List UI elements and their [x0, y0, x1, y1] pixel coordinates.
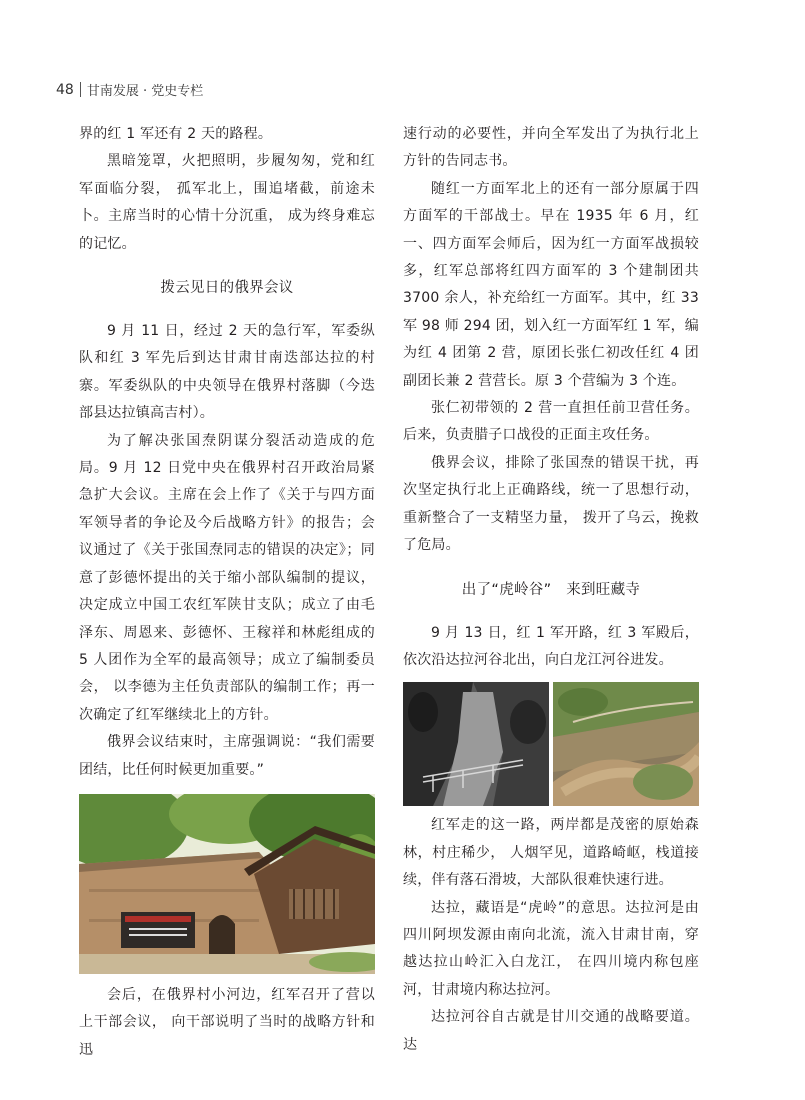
paragraph: 黑暗笼罩，火把照明，步履匆匆，党和红军面临分裂， 孤军北上，围追堵截，前途未卜。主席当时的心情十分沉重， 成为终身难忘的记忆。	[79, 153, 375, 252]
paragraph: 俄界会议，排除了张国焘的错误干扰，再次坚定执行北上正确路线，统一了思想行动，重新整合了一支精坚力量， 拨开了乌云，挽救了危局。	[403, 454, 699, 554]
page-header	[56, 80, 203, 99]
paragraph: 红军走的这一路，两岸都是茂密的原始森林，村庄稀少， 人烟罕见，道路崎岖，栈道接续，伴有落石滑坡，大部队很难快速行进。	[403, 817, 699, 889]
paragraph: 为了解决张国焘阴谋分裂活动造成的危局。9 月 12 日党中央在俄界村召开政治局紧急扩大会议。主席在会上作了《关于与四方面军领导者的争论及今后战略方针》的报告；会议通过了《关于张国焘同志的错误的决定》；同意了彭德怀提出的关于缩小部队编制的提议，决定成立中国工农红军陕甘支队；成立了由毛泽东、周恩来、彭德怀、王稼祥和林彪组成的 5 人团作为全军的最高领导；成立了编制委员会， 以李德为主任负责部队的编制工作；再一次确定了红军继续北上的方针。	[79, 432, 375, 723]
left-column	[79, 121, 375, 1064]
section-heading: 出了“虎岭谷” 来到旺藏寺	[461, 581, 641, 598]
paragraph: 张仁初带领的 2 营一直担任前卫营任务。后来，负责腊子口战役的正面主攻任务。	[403, 400, 699, 444]
section-title: 甘南发展 · 党史专栏	[86, 84, 204, 99]
canyon-photo-bw	[403, 682, 549, 806]
right-column	[403, 121, 699, 1059]
canyon-photo	[403, 682, 699, 806]
paragraph: 达拉河谷自古就是甘川交通的战略要道。达	[403, 1009, 699, 1053]
paragraph: 会后，在俄界村小河边，红军召开了营以上干部会议， 向干部说明了当时的战略方针和迅	[79, 986, 375, 1058]
village-photo	[79, 794, 375, 974]
paragraph: 达拉，藏语是“虎岭”的意思。达拉河是由四川阿坝发源由南向北流，流入甘肃甘南，穿越达拉山岭汇入白龙江， 在四川境内称包座河，甘肃境内称达拉河。	[403, 899, 699, 998]
page-number: 48	[56, 81, 74, 98]
paragraph: 速行动的必要性，并向全军发出了为执行北上方针的告同志书。	[403, 126, 699, 170]
paragraph: 9 月 13 日，红 1 军开路，红 3 军殿后，依次沿达拉河谷北出，向白龙江河谷进发。	[403, 624, 699, 668]
header-divider	[80, 82, 81, 97]
paragraph: 9 月 11 日，经过 2 天的急行军，军委纵队和红 3 军先后到达甘肃甘南迭部达拉的村寨。军委纵队的中央领导在俄界村落脚（今迭部县达拉镇高吉村）。	[79, 323, 375, 422]
section-heading: 拨云见日的俄界会议	[160, 280, 294, 297]
paragraph: 界的红 1 军还有 2 天的路程。	[79, 126, 273, 142]
paragraph: 随红一方面军北上的还有一部分原属于四方面军的干部战士。早在 1935 年 6 月，红一、四方面军会师后，因为红一方面军战损较多，红军总部将红四方面军的 3 个建制团共 3700 余人，补充给红一方面军。其中，红 33 军 98 师 294 团，划入红一方面军红 1 军，编为红 4 团第 2 营，原团长张仁初改任红 4 团副团长兼 2 营营长。原 3 个营编为 3 个连。	[403, 180, 699, 389]
canyon-photo-color	[553, 682, 699, 806]
paragraph: 俄界会议结束时，主席强调说：“我们需要团结，比任何时候更加重要。”	[79, 734, 375, 778]
